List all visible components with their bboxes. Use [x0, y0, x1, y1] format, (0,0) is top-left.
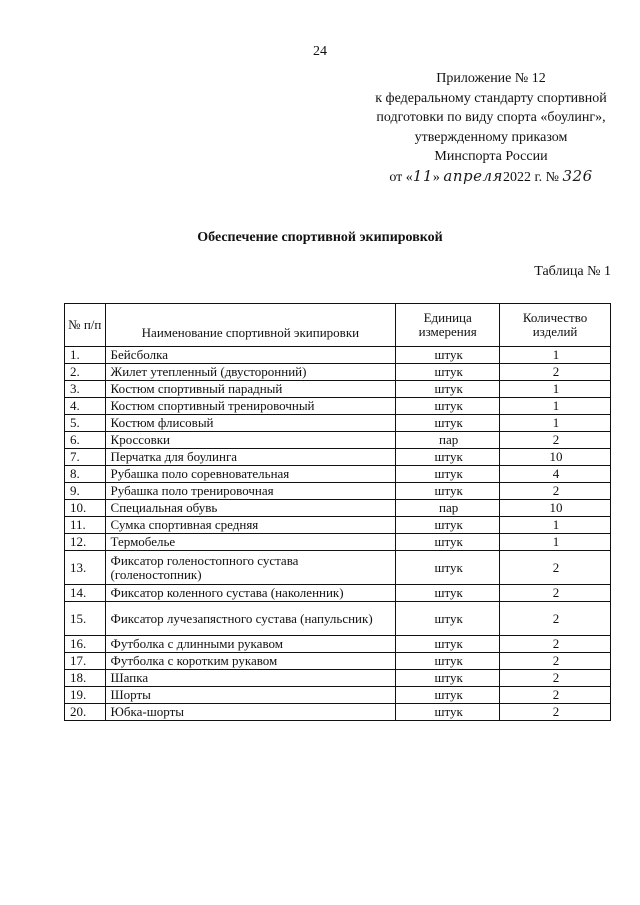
row-unit: штук: [396, 534, 500, 551]
table-header-row: [65, 304, 611, 347]
table-row: [65, 585, 611, 602]
row-item-name: Специальная обувь: [105, 500, 396, 517]
table-row: [65, 398, 611, 415]
table-row: [65, 381, 611, 398]
row-quantity: 1: [500, 347, 611, 364]
row-quantity: 1: [500, 415, 611, 432]
row-unit: штук: [396, 704, 500, 721]
row-number: 7.: [65, 449, 106, 466]
handwritten-month: апреля: [443, 166, 503, 185]
row-number: 6.: [65, 432, 106, 449]
row-quantity: 2: [500, 364, 611, 381]
row-quantity: 2: [500, 602, 611, 636]
row-item-name: Футболка с длинными рукавом: [105, 636, 396, 653]
row-unit: штук: [396, 670, 500, 687]
row-quantity: 2: [500, 687, 611, 704]
page-number: 24: [313, 44, 327, 59]
order-date-line: [350, 167, 632, 188]
row-number: 19.: [65, 687, 106, 704]
row-number: 16.: [65, 636, 106, 653]
appendix-line-2: к федеральному стандарту спортивной: [375, 90, 607, 106]
row-item-name: Жилет утепленный (двусторонний): [105, 364, 396, 381]
header-name: Наименование спортивной экипировки: [105, 304, 396, 347]
row-number: 13.: [65, 551, 106, 585]
header-qty: Количество изделий: [500, 304, 611, 347]
appendix-reference: [350, 69, 632, 187]
header-num: № п/п: [65, 304, 106, 347]
row-unit: пар: [396, 432, 500, 449]
row-unit: штук: [396, 347, 500, 364]
row-number: 11.: [65, 517, 106, 534]
row-number: 8.: [65, 466, 106, 483]
row-item-name: Футболка с коротким рукавом: [105, 653, 396, 670]
row-unit: штук: [396, 517, 500, 534]
date-prefix: от «: [389, 169, 413, 185]
date-mid: »: [432, 169, 440, 185]
table-row: [65, 449, 611, 466]
row-number: 14.: [65, 585, 106, 602]
row-item-name: Фиксатор коленного сустава (наколенник): [105, 585, 396, 602]
row-unit: штук: [396, 585, 500, 602]
date-year: 2022 г. №: [502, 169, 559, 185]
row-number: 20.: [65, 704, 106, 721]
row-number: 18.: [65, 670, 106, 687]
row-quantity: 1: [500, 398, 611, 415]
row-quantity: 10: [500, 449, 611, 466]
row-item-name: Сумка спортивная средняя: [105, 517, 396, 534]
handwritten-day: 11: [412, 166, 433, 185]
row-unit: штук: [396, 551, 500, 585]
row-unit: штук: [396, 415, 500, 432]
table-row: [65, 534, 611, 551]
row-number: 3.: [65, 381, 106, 398]
table-row: [65, 466, 611, 483]
row-number: 5.: [65, 415, 106, 432]
row-item-name: Шорты: [105, 687, 396, 704]
row-unit: штук: [396, 653, 500, 670]
table-row: [65, 653, 611, 670]
row-item-name: Костюм спортивный парадный: [105, 381, 396, 398]
row-quantity: 1: [500, 517, 611, 534]
appendix-line-1: Приложение № 12: [436, 71, 546, 86]
table-row: [65, 670, 611, 687]
row-number: 12.: [65, 534, 106, 551]
row-item-name: Перчатка для боулинга: [105, 449, 396, 466]
row-number: 2.: [65, 364, 106, 381]
row-quantity: 4: [500, 466, 611, 483]
row-quantity: 1: [500, 534, 611, 551]
row-item-name: Рубашка поло соревновательная: [105, 466, 396, 483]
row-quantity: 2: [500, 636, 611, 653]
row-unit: штук: [396, 483, 500, 500]
equipment-table: [64, 303, 611, 721]
header-unit: Единица измерения: [396, 304, 500, 347]
row-item-name: Фиксатор голеностопного сустава (голеностопник): [105, 551, 396, 585]
table-row: [65, 364, 611, 381]
row-unit: штук: [396, 636, 500, 653]
table-row: [65, 500, 611, 517]
row-quantity: 1: [500, 381, 611, 398]
row-quantity: 10: [500, 500, 611, 517]
row-unit: пар: [396, 500, 500, 517]
row-quantity: 2: [500, 585, 611, 602]
row-item-name: Фиксатор лучезапястного сустава (напульсник): [105, 602, 396, 636]
row-item-name: Шапка: [105, 670, 396, 687]
row-number: 1.: [65, 347, 106, 364]
row-unit: штук: [396, 687, 500, 704]
table-row: [65, 687, 611, 704]
row-item-name: Костюм спортивный тренировочный: [105, 398, 396, 415]
row-item-name: Юбка-шорты: [105, 704, 396, 721]
row-number: 15.: [65, 602, 106, 636]
table-caption: Таблица № 1: [534, 264, 611, 279]
table-row: [65, 432, 611, 449]
row-unit: штук: [396, 466, 500, 483]
row-number: 17.: [65, 653, 106, 670]
row-quantity: 2: [500, 653, 611, 670]
table-row: [65, 347, 611, 364]
appendix-line-5: Минспорта России: [434, 149, 548, 164]
row-unit: штук: [396, 602, 500, 636]
handwritten-order-number: 326: [562, 166, 593, 185]
row-quantity: 2: [500, 704, 611, 721]
row-item-name: Рубашка поло тренировочная: [105, 483, 396, 500]
appendix-line-3: подготовки по виду спорта «боулинг»,: [376, 110, 606, 125]
appendix-line-4: утвержденному приказом: [414, 129, 568, 145]
row-unit: штук: [396, 398, 500, 415]
row-number: 10.: [65, 500, 106, 517]
table-row: [65, 415, 611, 432]
row-item-name: Бейсболка: [105, 347, 396, 364]
table-row: [65, 704, 611, 721]
row-number: 9.: [65, 483, 106, 500]
row-unit: штук: [396, 449, 500, 466]
row-quantity: 2: [500, 670, 611, 687]
row-unit: штук: [396, 364, 500, 381]
table-row: [65, 602, 611, 636]
table-row: [65, 551, 611, 585]
row-quantity: 2: [500, 551, 611, 585]
row-unit: штук: [396, 381, 500, 398]
row-item-name: Кроссовки: [105, 432, 396, 449]
row-quantity: 2: [500, 483, 611, 500]
row-item-name: Костюм флисовый: [105, 415, 396, 432]
row-quantity: 2: [500, 432, 611, 449]
table-row: [65, 517, 611, 534]
row-number: 4.: [65, 398, 106, 415]
table-row: [65, 483, 611, 500]
row-item-name: Термобелье: [105, 534, 396, 551]
table-row: [65, 636, 611, 653]
document-title: Обеспечение спортивной экипировкой: [197, 230, 443, 245]
